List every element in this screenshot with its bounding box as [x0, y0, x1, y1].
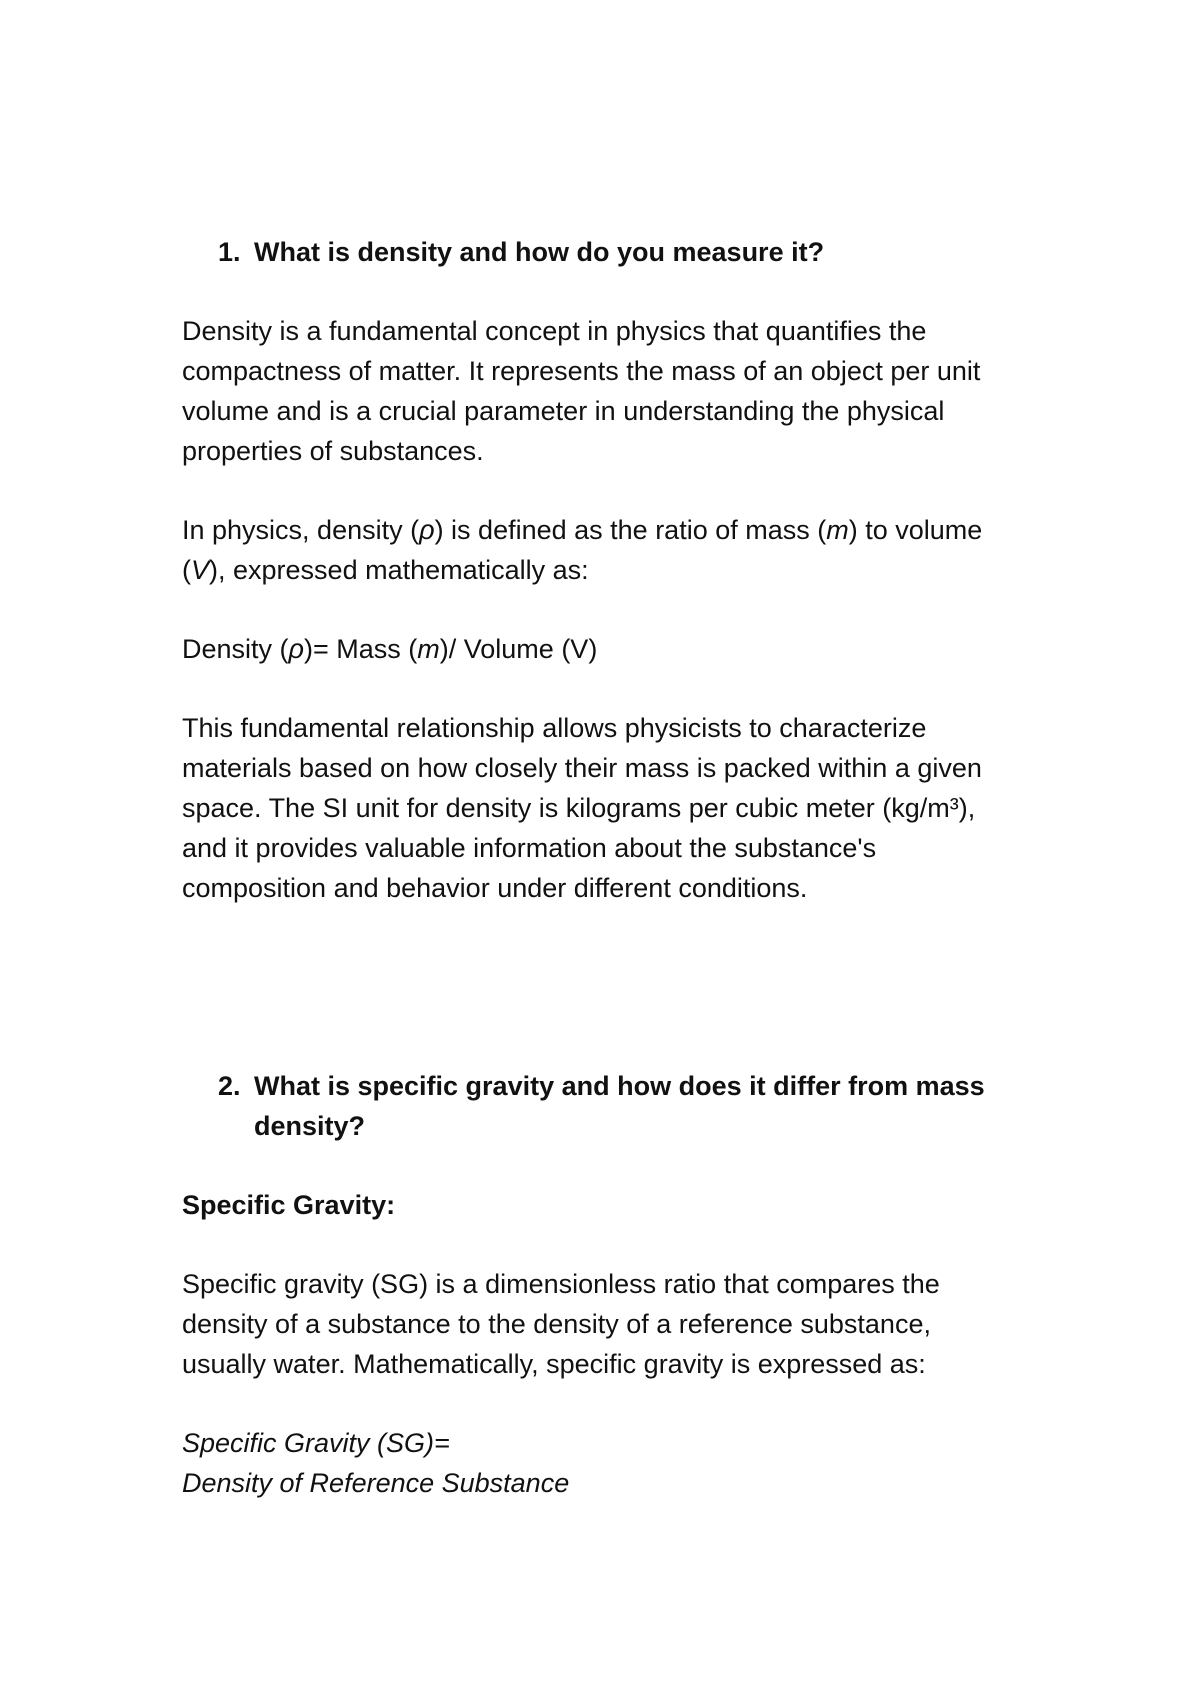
- specific-gravity-formula: [182, 1423, 1000, 1503]
- density-formula: [182, 629, 1000, 669]
- text-fragment: ) is defined as the ratio of mass (: [434, 515, 827, 545]
- specific-gravity-subheading: Specific Gravity:: [182, 1190, 396, 1220]
- text-fragment: ), expressed mathematically as:: [209, 555, 589, 585]
- volume-symbol: V: [191, 555, 210, 585]
- text-fragment: In physics, density (: [182, 515, 420, 545]
- question-1-number: 1.: [218, 237, 241, 267]
- text-fragment: )= Mass (: [304, 634, 418, 664]
- rho-symbol: ρ: [419, 515, 435, 545]
- rho-symbol: ρ: [288, 634, 304, 664]
- text-fragment: ) to volume (: [182, 515, 983, 585]
- density-relationship-paragraph: This fundamental relationship allows physicists to characterize materials based on how closely their mass is packed within a given space. The SI unit for density is kilograms per cubic meter (kg/m³), and it provides valuable information about the substance's composition and behavior under different conditions.: [182, 713, 982, 903]
- formula-line-1: Specific Gravity (SG)=: [182, 1428, 450, 1458]
- formula-line-2: Density of Reference Substance: [182, 1468, 570, 1498]
- mass-symbol: m: [826, 515, 849, 545]
- question-2-heading: [182, 1066, 1000, 1146]
- density-definition-paragraph: Density is a fundamental concept in physics that quantifies the compactness of matter. It represents the mass of an object per unit volume and is a crucial parameter in understanding the physical properties of substances.: [182, 316, 981, 466]
- question-1-heading: [182, 232, 1000, 272]
- density-ratio-paragraph: [182, 510, 1000, 590]
- text-fragment: Density (: [182, 634, 289, 664]
- question-1-title: What is density and how do you measure it?: [254, 237, 825, 267]
- specific-gravity-paragraph: Specific gravity (SG) is a dimensionless ratio that compares the density of a substance to the density of a reference substance, usually water. Mathematically, specific gravity is expressed as:: [182, 1269, 940, 1379]
- text-fragment: )/ Volume (V): [439, 634, 598, 664]
- question-2-number: 2.: [218, 1071, 241, 1101]
- mass-symbol: m: [417, 634, 440, 664]
- question-2-title: What is specific gravity and how does it differ from mass density?: [254, 1071, 985, 1141]
